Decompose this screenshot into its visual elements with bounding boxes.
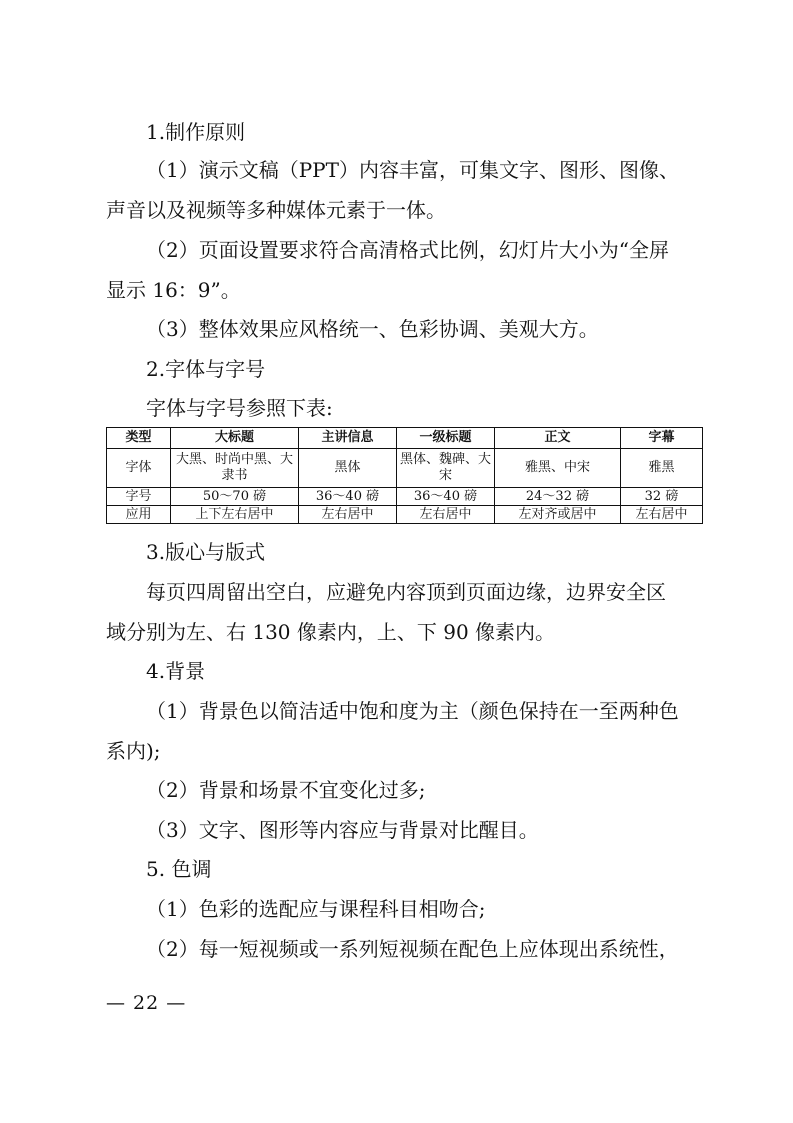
paragraph-6: （2）背景和场景不宜变化过多; — [146, 778, 426, 802]
table-header-cell: 字幕 — [621, 428, 703, 449]
table-cell: 应用 — [107, 506, 171, 524]
table-cell: 黑体 — [299, 449, 397, 488]
section-heading-1: 1.制作原则 — [146, 120, 246, 144]
table-header-row — [107, 428, 703, 449]
section-heading-3: 3.版心与版式 — [146, 540, 266, 564]
table-cell: 黑体、魏碑、大宋 — [397, 449, 495, 488]
paragraph-1-line-2: 声音以及视频等多种媒体元素于一体。 — [106, 198, 446, 222]
section-heading-2: 2.字体与字号 — [146, 357, 266, 381]
table-cell: 雅黑、中宋 — [495, 449, 621, 488]
table-cell: 左右居中 — [621, 506, 703, 524]
table-cell: 字体 — [107, 449, 171, 488]
table-header-cell: 一级标题 — [397, 428, 495, 449]
paragraph-5-line-2: 系内); — [106, 739, 161, 763]
table-cell: 36～40 磅 — [397, 488, 495, 506]
font-size-table — [106, 427, 703, 524]
paragraph-4-line-2: 域分别为左、右 130 像素内，上、下 90 像素内。 — [106, 620, 556, 644]
table-cell: 字号 — [107, 488, 171, 506]
table-header-cell: 主讲信息 — [299, 428, 397, 449]
section-heading-5: 5. 色调 — [146, 857, 212, 881]
paragraph-7: （3）文字、图形等内容应与背景对比醒目。 — [146, 818, 539, 842]
paragraph-2-line-1: （2）页面设置要求符合高清格式比例，幻灯片大小为“全屏 — [146, 238, 669, 262]
table-header-cell: 正文 — [495, 428, 621, 449]
table-header-cell: 大标题 — [171, 428, 299, 449]
table-cell: 24～32 磅 — [495, 488, 621, 506]
table-cell: 雅黑 — [621, 449, 703, 488]
paragraph-5-line-1: （1）背景色以简洁适中饱和度为主（颜色保持在一至两种色 — [146, 699, 679, 723]
table-cell: 左右居中 — [299, 506, 397, 524]
table-cell: 50～70 磅 — [171, 488, 299, 506]
paragraph-2-line-2: 显示 16：9”。 — [106, 278, 241, 302]
paragraph-4-line-1: 每页四周留出空白，应避免内容顶到页面边缘，边界安全区 — [146, 580, 666, 604]
paragraph-8: （1）色彩的选配应与课程科目相吻合; — [146, 897, 486, 921]
paragraph-1-line-1: （1）演示文稿（PPT）内容丰富，可集文字、图形、图像、 — [146, 158, 679, 182]
paragraph-9: （2）每一短视频或一系列短视频在配色上应体现出系统性， — [146, 937, 679, 961]
page-number: — 22 — — [106, 992, 187, 1014]
table-cell: 左对齐或居中 — [495, 506, 621, 524]
table-row — [107, 488, 703, 506]
table-cell: 左右居中 — [397, 506, 495, 524]
table-header-cell: 类型 — [107, 428, 171, 449]
table-cell: 上下左右居中 — [171, 506, 299, 524]
table-cell: 32 磅 — [621, 488, 703, 506]
paragraph-3: （3）整体效果应风格统一、色彩协调、美观大方。 — [146, 317, 599, 341]
table-cell: 大黑、时尚中黑、大隶书 — [171, 449, 299, 488]
section-heading-4: 4.背景 — [146, 659, 206, 683]
table-row — [107, 506, 703, 524]
table-intro: 字体与字号参照下表: — [146, 396, 333, 420]
table-row — [107, 449, 703, 488]
table-cell: 36～40 磅 — [299, 488, 397, 506]
